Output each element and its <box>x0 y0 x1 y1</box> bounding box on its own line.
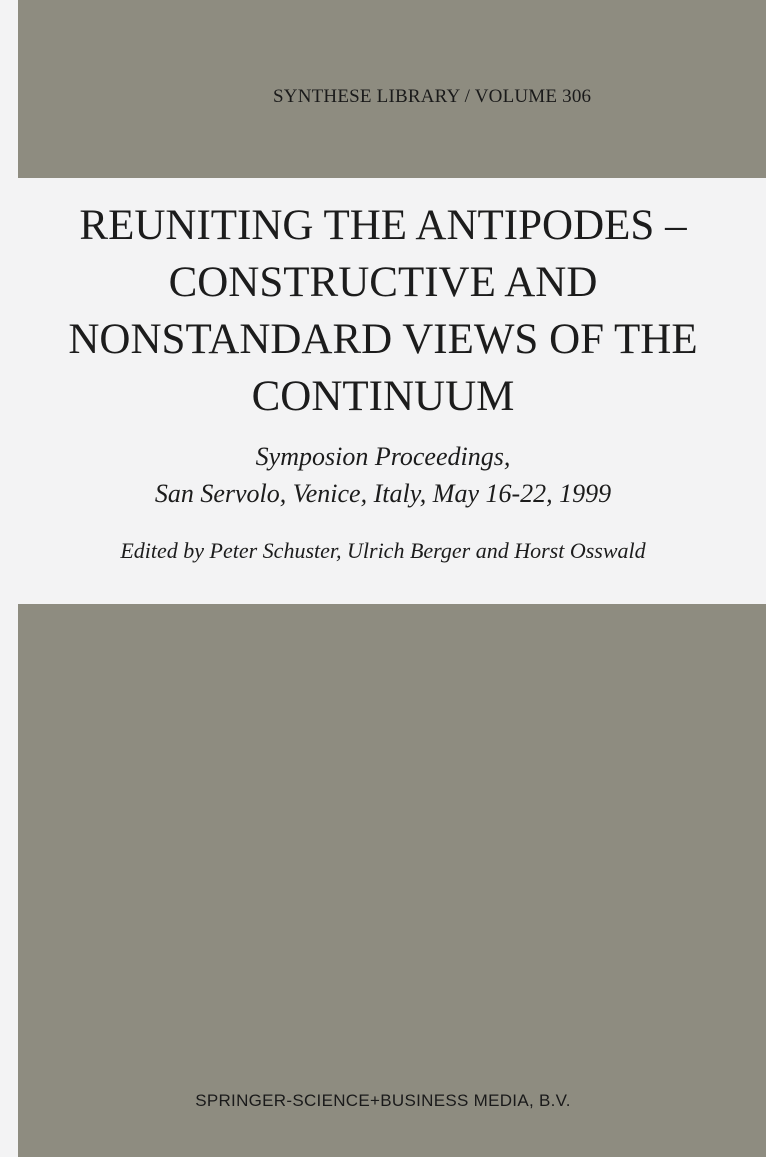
book-subtitle <box>0 438 766 512</box>
bottom-color-band <box>18 604 766 1157</box>
book-title <box>0 197 766 425</box>
series-label: SYNTHESE LIBRARY / VOLUME 306 <box>273 86 592 107</box>
title-line-1: REUNITING THE ANTIPODES – <box>79 202 687 249</box>
title-line-4: CONTINUUM <box>251 373 515 420</box>
spine-strip <box>0 0 18 1157</box>
title-line-2: CONSTRUCTIVE AND <box>168 259 598 306</box>
subtitle-line-2: San Servolo, Venice, Italy, May 16-22, 1999 <box>154 479 612 508</box>
subtitle-line-1: Symposion Proceedings, <box>255 442 511 471</box>
publisher-name: SPRINGER-SCIENCE+BUSINESS MEDIA, B.V. <box>195 1091 571 1110</box>
title-line-3: NONSTANDARD VIEWS OF THE <box>68 316 698 363</box>
editors-line: Edited by Peter Schuster, Ulrich Berger and Horst Osswald <box>120 538 646 563</box>
